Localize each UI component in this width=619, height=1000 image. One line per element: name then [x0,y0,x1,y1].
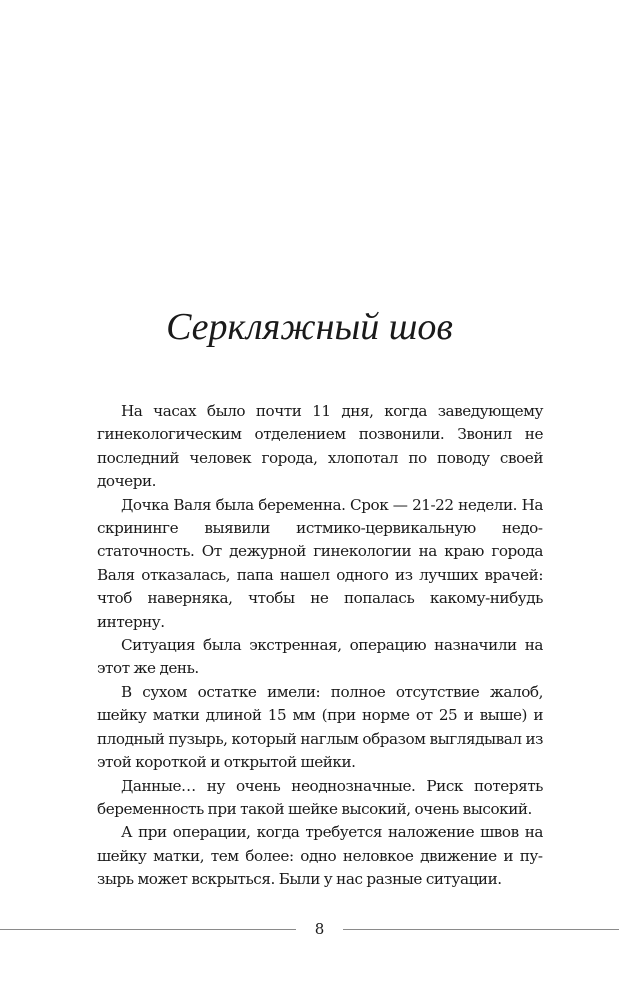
paragraph: Ситуация была экстренная, операцию назначили на этот же день. [97,636,543,678]
paragraph: На часах было почти 11 дня, когда заведующему гинекологическим отделением позвонили. Звонил не последний человек города, хлопотал по поводу своей дочери. [97,402,543,491]
page-number: 8 [314,920,325,938]
footer-divider-right [343,929,619,930]
chapter-title: Серкляжный шов [166,306,453,348]
body-text [97,400,543,892]
page-footer [0,916,619,942]
paragraph: А при операции, когда требуется наложение швов на шейку матки, тем более: одно неловкое движение и пузырь может вскрыться. Были у нас разные ситуации. [97,823,543,889]
paragraph: В сухом остатке имели: полное отсутствие жалоб, шейку матки длиной 15 мм (при норме от 25 и выше) и плодный пузырь, который наглым образом выглядывал из этой короткой и открытой шейки. [97,682,543,772]
paragraph: Данные… ну очень неоднозначные. Риск потерять беременность при такой шейке высокий, очень высокий. [97,776,543,818]
footer-divider-left [0,929,296,930]
paragraph: Дочка Валя была беременна. Срок — 21-22 недели. На скрининге выявили истмико-цервикальную недостаточность. От дежурной гинекологии на краю города Валя отказалась, папа нашел одного из лучших врачей: чтоб наверняка, чтобы не попалась какому-нибудь интерну. [97,495,543,631]
